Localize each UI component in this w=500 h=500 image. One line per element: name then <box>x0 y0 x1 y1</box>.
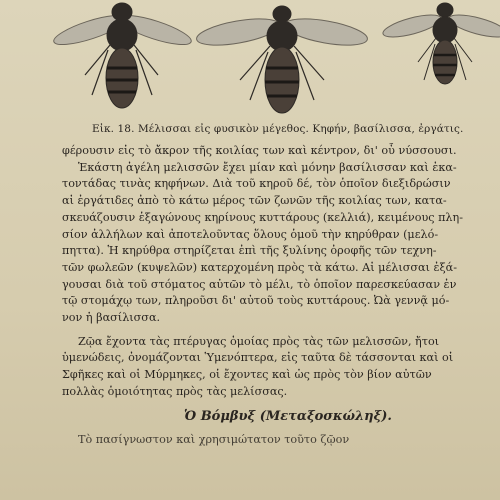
text-line: τοντάδας τινὰς κηφήνων. Διὰ τοῦ κηροῦ δέ, τὸν ὁποῖον διεξιδρώσιν <box>62 177 451 191</box>
text-line: σίον ἀλλήλων καὶ ἀποτελοῦντας ὅλους ὁμοῦ τὴν κηρύθραν (μελό- <box>62 227 439 241</box>
bee-figure <box>0 0 500 120</box>
section-heading: Ὁ Βόμβυξ (Μεταξοσκώληξ). <box>184 408 392 424</box>
text-line: αἱ ἐργάτιδες ἀπὸ τὸ κάτω μέρος τῶν ζωνῶν τῆς κοιλίας των, κατα- <box>62 194 447 208</box>
text-line: πηττα). Ἡ κηρύθρα στηρίζεται ἐπὶ τῆς ξυλίνης ὀροφῆς τῶν τεχνη- <box>62 244 437 258</box>
paragraph-gap <box>62 327 494 334</box>
worker-bee-image <box>381 3 500 84</box>
text-line: Ζῷα ἔχοντα τὰς πτέρυγας ὁμοίας πρὸς τὰς τῶν μελισσῶν, ἤτοι <box>78 334 440 348</box>
text-line: τῶν φωλεῶν (κυψελῶν) κατερχομένη πρὸς τὰ κάτω. Αἱ μέλισσαι ἐξά- <box>62 260 457 274</box>
text-line: φέρουσιν εἰς τὸ ἄκρον τῆς κοιλίας των καὶ κέντρον, δι' οὗ νύσσουσι. <box>62 144 457 157</box>
queen-bee-image <box>195 6 370 113</box>
text-line: Ἑκάστη ἀγέλη μελισσῶν ἔχει μίαν καὶ μόνην βασίλισσαν καὶ ἑκα- <box>78 160 457 174</box>
text-line: γουσαι διὰ τοῦ στόματος αὐτῶν τὸ μέλι, τὸ ὁποῖον παρεσκεύασαν ἐν <box>62 277 457 291</box>
text-line: τῷ στομάχῳ των, πληροῦσι δι' αὐτοῦ τοὺς κυττάρους. Ὠὰ γεννᾷ μό- <box>62 294 450 308</box>
text-line: Τὸ πασίγνωστον καὶ χρησιμώτατον τοῦτο ζῷον <box>78 433 350 447</box>
body-text <box>62 143 494 449</box>
text-line: πολλὰς ὁμοιότητας πρὸς τὰς μελίσσας. <box>62 384 288 398</box>
figure-caption: Εἰκ. 18. Μέλισσαι εἰς φυσικὸν μέγεθος. Κηφήν, βασίλισσα, ἐργάτις. <box>92 123 464 135</box>
drone-bee-image <box>51 3 194 108</box>
text-line: νον ἡ βασίλισσα. <box>62 311 161 325</box>
text-line: σκευάζουσιν ἑξαγώνους κηρίνους κυττάρους (κελλιά), κειμένους πλη- <box>62 210 464 224</box>
text-line: ὑμενώδεις, ὀνομάζονται Ὑμενόπτερα, εἰς ταῦτα δὲ τάσσονται καὶ οἱ <box>62 351 454 365</box>
text-line: Σφῆκες καὶ οἱ Μύρμηκες, οἱ ἔχοντες καὶ ὡς πρὸς τὸν βίον αὐτῶν <box>62 368 432 382</box>
